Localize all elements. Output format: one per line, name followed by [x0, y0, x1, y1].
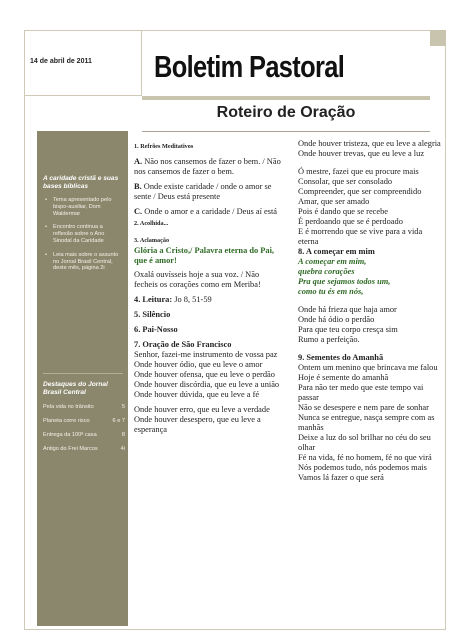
highlight-page: 8	[121, 432, 125, 438]
prayer-line: Onde houver desespero, que eu leve a esperança	[134, 415, 261, 434]
column-left	[134, 139, 284, 435]
song-line: Não se desespere e nem pare de sonhar	[298, 403, 429, 412]
heading-refroes: 1. Refrões Meditativos	[134, 143, 194, 150]
sidebar-box-caridade	[43, 175, 123, 279]
issue-date: 14 de abril de 2011	[30, 58, 92, 65]
sidebar	[37, 131, 128, 626]
highlight-label: Pela vida no trânsito	[43, 404, 94, 410]
highlight-page: 5	[121, 404, 125, 410]
corner-decoration	[430, 30, 446, 46]
prayer-line: Onde houver dúvida, que eu leve a fé	[134, 390, 260, 399]
highlight-page: 6 e 7	[112, 418, 125, 424]
heading-sementes-do-amanha: 9. Sementes do Amanhã	[298, 353, 384, 362]
song-line: Vamos lá fazer o que será	[298, 473, 384, 482]
song-line: quebra corações	[298, 267, 355, 276]
prayer-line: Onde houver tristeza, que eu leve a alegria	[298, 139, 441, 148]
song-line: Pra que sejamos todos um,	[298, 277, 391, 286]
song-line: Deixe a luz do sol brilhar no céu do seu olhar	[298, 433, 431, 452]
song-line: Fé na vida, fé no homem, fé no que virá	[298, 453, 432, 462]
section-title: Roteiro de Oração	[216, 104, 356, 121]
song-line: Nunca se entregue, nasça sempre com as manhãs	[298, 413, 435, 432]
highlight-label: Entrega da 100ª casa	[43, 432, 97, 438]
song-line: Hoje é semente do amanhã	[298, 373, 389, 382]
song-line: A começar em mim,	[298, 257, 367, 266]
sidebar-heading-caridade: A caridade cristã e suas bases bíblicas	[43, 175, 119, 190]
sidebar-highlight-item[interactable]	[43, 432, 125, 438]
sidebar-divider	[43, 373, 123, 374]
heading-comecar-em-mim: 8. A começar em mim	[298, 247, 375, 256]
leitura: 4. Leitura: Jo 8, 51-59	[134, 295, 212, 304]
prayer-line: Onde houver ofensa, que eu leve o perdão	[134, 370, 275, 379]
prayer-line: É perdoando que se é perdoado	[298, 217, 403, 226]
heading-acolhida: 2. Acolhida...	[134, 220, 169, 227]
prayer-line: Onde houver discórdia, que eu leve a união	[134, 380, 280, 389]
prayer-line: Onde houver trevas, que eu leve a luz	[298, 149, 425, 158]
song-line: como tu és em nós,	[298, 287, 364, 296]
refrao-a: A. Não nos cansemos de fazer o bem. / Não nos cansemos de fazer o bem.	[134, 157, 281, 176]
prayer-line: Amar, que ser amado	[298, 197, 370, 206]
heading-oracao-sao-francisco: 7. Oração de São Francisco	[134, 340, 232, 349]
sidebar-heading-destaques: Destaques do Jornal Brasil Central	[43, 381, 108, 396]
song-line: Para que teu corpo cresça sim	[298, 325, 398, 334]
song-line: Onde há frieza que haja amor	[298, 305, 397, 314]
sidebar-bullet: • Encontro continua a reflexão sobre o Ano Sinodal da Caridade	[43, 224, 123, 244]
prayer-line: Onde houver erro, que eu leve a verdade	[134, 405, 270, 414]
song-line: Ontem um menino que brincava me falou	[298, 363, 438, 372]
song-line: Onde há ódio o perdão	[298, 315, 375, 324]
title-rule	[142, 96, 430, 100]
song-line: Nós podemos tudo, nós podemos mais	[298, 463, 427, 472]
heading-silencio: 5. Silêncio	[134, 310, 171, 319]
sidebar-list-caridade	[43, 197, 123, 272]
prayer-line: Consolar, que ser consolado	[298, 177, 393, 186]
sidebar-bullet: • Tema apresentado pelo bispo-auxiliar, Dom Waldermar	[43, 197, 123, 217]
prayer-line: Onde houver ódio, que eu leve o amor	[134, 360, 263, 369]
section-rule	[142, 131, 430, 132]
song-line: Para não ter medo que este tempo vai passar	[298, 383, 424, 402]
prayer-line: Ó mestre, fazei que eu procure mais	[298, 167, 419, 176]
sidebar-highlight-item[interactable]	[43, 446, 125, 452]
aclamacao-verse: Oxalá ouvísseis hoje a sua voz. / Não fecheis os corações como em Meriba!	[134, 270, 261, 289]
prayer-lines	[134, 350, 284, 435]
highlight-label: Planeta corre risco	[43, 418, 90, 424]
sidebar-bullet: • Leia mais sobre o assunto no Jornal Brasil Central, deste mês, página 2i	[43, 252, 123, 272]
refrao-c: C. Onde o amor e a caridade / Deus aí está	[134, 207, 278, 216]
sidebar-highlight-item[interactable]	[43, 418, 125, 424]
prayer-line: Compreender, que ser compreendido	[298, 187, 422, 196]
bulletin-title: Boletim Pastoral	[154, 49, 345, 84]
highlight-page: 4i	[120, 446, 125, 452]
sidebar-highlight-item[interactable]	[43, 404, 125, 410]
heading-aclamacao: 3. Aclamação	[134, 237, 170, 244]
heading-pai-nosso: 6. Pai-Nosso	[134, 325, 178, 334]
column-right	[298, 139, 443, 483]
sidebar-box-destaques	[43, 381, 123, 397]
aclamacao-text: Glória a Cristo,/ Palavra eterna do Pai, que é amor!	[134, 246, 275, 265]
highlight-label: Antigo do Frei Marcos	[43, 446, 98, 452]
prayer-line: E é morrendo que se vive para a vida eterna	[298, 227, 423, 246]
prayer-line: Senhor, fazei-me instrumento de vossa paz	[134, 350, 278, 359]
refrao-b: B. Onde existe caridade / onde o amor se sente / Deus está presente	[134, 182, 272, 201]
song-line: Rumo a perfeição.	[298, 335, 360, 344]
prayer-line: Pois é dando que se recebe	[298, 207, 388, 216]
